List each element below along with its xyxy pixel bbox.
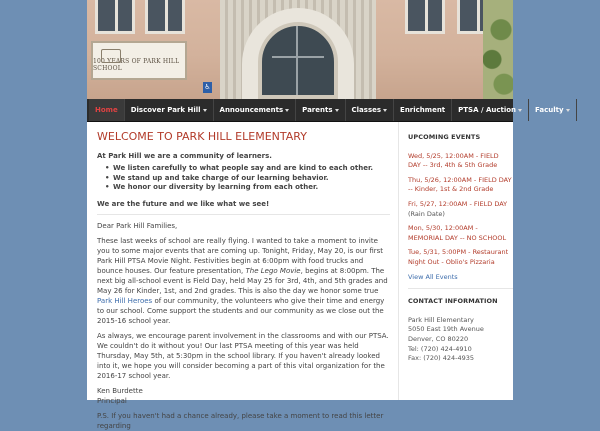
window-decoration xyxy=(145,0,185,34)
signature-name: Ken Burdette xyxy=(97,386,143,395)
lead-text: At Park Hill we are a community of learners. xyxy=(97,152,272,160)
accessibility-icon: ♿ xyxy=(204,83,211,91)
letter-paragraph-1: These last weeks of school are really flying. I wanted to take a moment to invite you to some major events that are coming up. Tonight, Friday, May 20, is our first Park Hill PTSA Movie Night. Festivities begin at 6:00pm with food trucks and bounce houses. Our feature presentation, The Lego Movie, begins at 8:00pm. The next big all-school event is Field Day, held May 25 for 3rd, 4th, and 5th grades and May 26 for Kinder, 1st, and 2nd grades. This is also the day we honor some true Park Hill Heroes of our community, the volunteers who give their time and energy to our school. Come support the students and our community as we close out the 2015-16 school year. xyxy=(97,236,388,325)
chevron-down-icon xyxy=(285,109,289,112)
header-photo xyxy=(87,0,513,99)
centennial-sign xyxy=(91,41,187,80)
main-navigation xyxy=(87,99,564,122)
park-hill-heroes-link[interactable]: Park Hill Heroes xyxy=(97,296,153,305)
nav-discover-park-hill[interactable]: Discover Park Hill xyxy=(125,99,214,121)
chevron-down-icon xyxy=(335,109,339,112)
chevron-down-icon xyxy=(383,109,387,112)
sign-emblem xyxy=(101,49,121,63)
page-title: WELCOME TO PARK HILL ELEMENTARY xyxy=(97,130,307,143)
contact-block xyxy=(408,316,513,364)
nav-classes[interactable]: Classes xyxy=(346,99,395,121)
event-item[interactable]: Tue, 5/31, 5:00PM - Restaurant Night Out - Oblio's Pizzaria xyxy=(408,248,509,266)
chevron-down-icon xyxy=(566,109,570,112)
values-list xyxy=(97,164,390,193)
events-heading: UPCOMING EVENTS xyxy=(408,133,481,141)
contact-heading: CONTACT INFORMATION xyxy=(408,297,498,306)
tree-foliage xyxy=(483,0,513,99)
sidebar xyxy=(399,122,513,400)
closing-statement: We are the future and we like what we see! xyxy=(97,199,390,215)
page-container xyxy=(87,0,564,430)
contact-fax: Fax: (720) 424-4935 xyxy=(408,354,475,363)
content-area xyxy=(87,122,513,430)
window-decoration xyxy=(405,0,445,34)
list-item: • We stand up and take charge of our learning behavior. xyxy=(105,174,390,184)
nav-parents[interactable]: Parents xyxy=(296,99,345,121)
chevron-down-icon xyxy=(203,109,207,112)
entrance-door xyxy=(258,22,338,99)
signature-title: Principal xyxy=(97,396,127,405)
letter-paragraph-2: As always, we encourage parent involvement in the classrooms and with our PTSA. We couldn't do it without you! Our last PTSA meeting of this year was held Thursday, May 5th, at 5:30pm in the school library. If you haven't already looked into it, we hope you will consider becoming a part of this vital organization for the 2016-17 school year. xyxy=(97,331,389,380)
event-item[interactable]: Thu, 5/26, 12:00AM - FIELD DAY -- Kinder, 1st & 2nd Grade xyxy=(408,175,512,194)
list-item: • We honor our diversity by learning from each other. xyxy=(105,183,390,193)
contact-tel: Tel: (720) 424-4910 xyxy=(408,344,472,353)
chevron-down-icon xyxy=(518,109,522,112)
nav-home[interactable]: Home xyxy=(89,99,125,121)
nav-faculty[interactable]: Faculty xyxy=(529,99,577,121)
sign-text: 100 YEARS OF PARK HILL SCHOOL xyxy=(93,58,180,72)
nav-announcements[interactable]: Announcements xyxy=(214,99,297,121)
contact-name: Park Hill Elementary xyxy=(408,315,474,324)
list-item: • We listen carefully to what people say and are kind to each other. xyxy=(105,164,390,174)
letter-greeting: Dear Park Hill Families, xyxy=(97,221,178,230)
school-entrance-arch xyxy=(220,0,376,99)
event-item[interactable]: Fri, 5/27, 12:00AM - FIELD DAY (Rain Date) xyxy=(408,199,508,218)
event-item[interactable]: Mon, 5/30, 12:00AM - MEMORIAL DAY -- NO SCHOOL xyxy=(408,224,507,242)
nav-ptsa-auction[interactable]: PTSA / Auction xyxy=(452,99,529,121)
movie-title: The Lego Movie xyxy=(245,266,301,275)
main-column xyxy=(87,122,399,430)
postscript: P.S. If you haven't had a chance already, please take a moment to read this letter regarding xyxy=(97,411,384,430)
contact-street: 5050 East 19th Avenue xyxy=(408,325,484,334)
view-all-events-link[interactable]: View All Events xyxy=(408,273,513,290)
contact-city: Denver, CO 80220 xyxy=(408,334,469,343)
event-item[interactable]: Wed, 5/25, 12:00AM - FIELD DAY -- 3rd, 4th & 5th Grade xyxy=(408,151,499,170)
window-decoration xyxy=(95,0,135,34)
nav-enrichment[interactable]: Enrichment xyxy=(394,99,452,121)
